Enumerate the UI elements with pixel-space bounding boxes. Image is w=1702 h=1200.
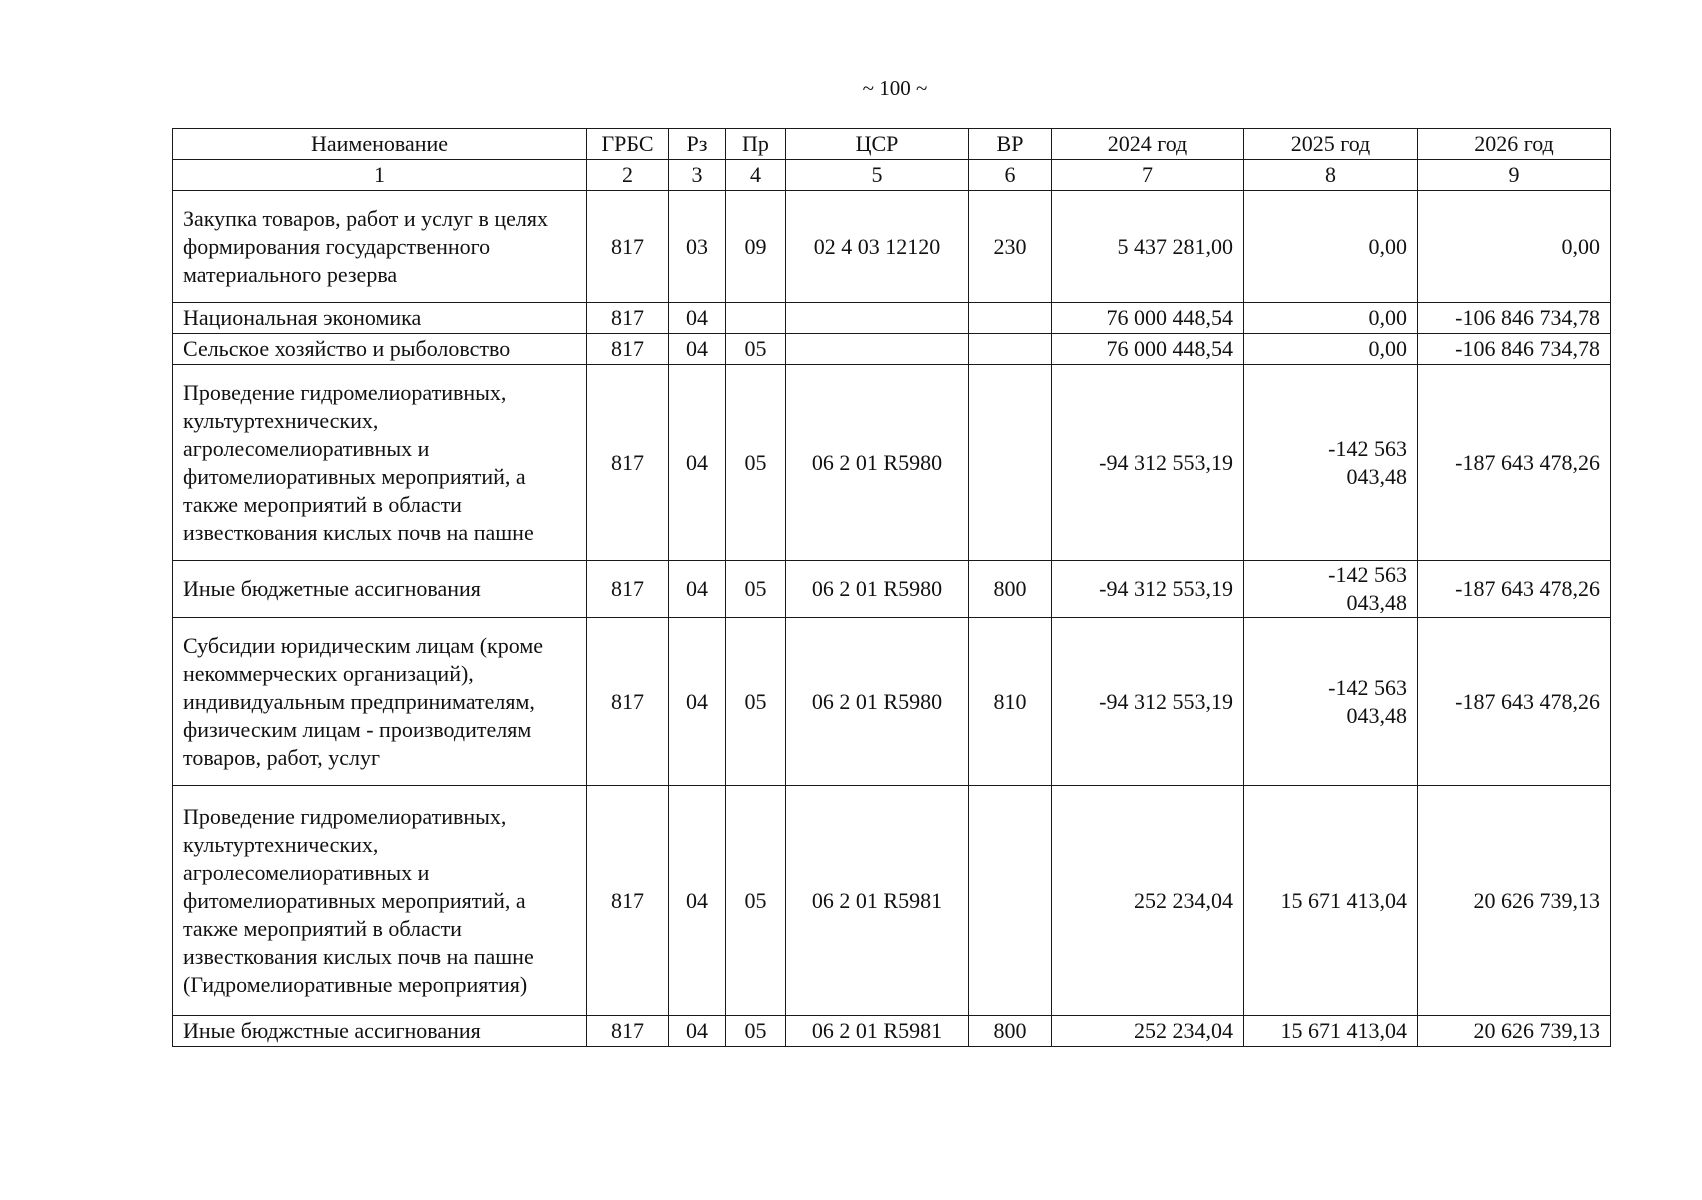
row-grbs: 817 xyxy=(587,303,669,334)
row-vr: 230 xyxy=(969,191,1052,303)
row-rz: 04 xyxy=(669,1016,726,1047)
row-2025: -142 563 043,48 xyxy=(1328,674,1407,728)
row-grbs: 817 xyxy=(587,1016,669,1047)
header-csr: ЦСР xyxy=(786,129,969,160)
row-csr xyxy=(786,303,969,334)
column-number: 8 xyxy=(1244,160,1418,191)
table-row xyxy=(173,365,1611,561)
row-2024: 252 234,04 xyxy=(1052,1016,1244,1047)
row-rz: 04 xyxy=(669,561,726,618)
column-number-row xyxy=(173,160,1611,191)
row-name: Проведение гидромелиоративных, культуртехнических, агролесомелиоративных и фитомелиоративных мероприятий, а также мероприятий в области известкования кислых почв на пашне (Гидромелиоративные мероприятия) xyxy=(173,786,587,1016)
row-pr xyxy=(726,303,786,334)
row-name: Иные бюджстные ассигнования xyxy=(173,1016,587,1047)
row-vr xyxy=(969,334,1052,365)
header-2026: 2026 год xyxy=(1418,129,1611,160)
row-name: Проведение гидромелиоративных, культуртехнических, агролесомелиоративных и фитомелиоративных мероприятий, а также мероприятий в области известкования кислых почв на пашне xyxy=(173,365,587,561)
table-row xyxy=(173,334,1611,365)
row-vr: 810 xyxy=(969,618,1052,786)
row-vr xyxy=(969,786,1052,1016)
row-pr: 09 xyxy=(726,191,786,303)
table-header-row xyxy=(173,129,1611,160)
column-number: 4 xyxy=(726,160,786,191)
column-number: 5 xyxy=(786,160,969,191)
row-csr: 06 2 01 R5981 xyxy=(786,786,969,1016)
row-vr xyxy=(969,303,1052,334)
row-2026: 20 626 739,13 xyxy=(1418,786,1611,1016)
row-2024: -94 312 553,19 xyxy=(1052,561,1244,618)
header-pr: Пр xyxy=(726,129,786,160)
row-csr: 02 4 03 12120 xyxy=(786,191,969,303)
page-number: ~ 100 ~ xyxy=(862,76,928,100)
row-2024: -94 312 553,19 xyxy=(1052,365,1244,561)
row-grbs: 817 xyxy=(587,334,669,365)
row-name: Сельское хозяйство и рыболовство xyxy=(173,334,587,365)
header-2024: 2024 год xyxy=(1052,129,1244,160)
row-csr: 06 2 01 R5980 xyxy=(786,618,969,786)
row-2026: 0,00 xyxy=(1418,191,1611,303)
row-2026: -106 846 734,78 xyxy=(1418,303,1611,334)
row-rz: 03 xyxy=(669,191,726,303)
header-2025: 2025 год xyxy=(1244,129,1418,160)
row-name: Закупка товаров, работ и услуг в целях формирования государственного материального резерва xyxy=(173,191,587,303)
row-grbs: 817 xyxy=(587,618,669,786)
row-vr: 800 xyxy=(969,1016,1052,1047)
header-grbs: ГРБС xyxy=(587,129,669,160)
row-pr: 05 xyxy=(726,561,786,618)
column-number: 9 xyxy=(1418,160,1611,191)
header-vr: ВР xyxy=(969,129,1052,160)
row-name: Субсидии юридическим лицам (кроме некоммерческих организаций), индивидуальным предпринимателям, физическим лицам - производителям товаров, работ, услуг xyxy=(173,618,587,786)
row-csr: 06 2 01 R5980 xyxy=(786,561,969,618)
row-grbs: 817 xyxy=(587,191,669,303)
budget-table-container xyxy=(172,128,1610,1047)
row-name: Национальная экономика xyxy=(173,303,587,334)
table-row xyxy=(173,303,1611,334)
table-row xyxy=(173,561,1611,618)
row-rz: 04 xyxy=(669,618,726,786)
row-name: Иные бюджетные ассигнования xyxy=(173,561,587,618)
row-pr: 05 xyxy=(726,786,786,1016)
row-pr: 05 xyxy=(726,365,786,561)
row-2024: -94 312 553,19 xyxy=(1052,618,1244,786)
budget-table xyxy=(172,128,1611,1047)
row-rz: 04 xyxy=(669,365,726,561)
row-2026: -187 643 478,26 xyxy=(1418,618,1611,786)
table-row xyxy=(173,191,1611,303)
row-2026: 20 626 739,13 xyxy=(1418,1016,1611,1047)
row-2025: 0,00 xyxy=(1244,334,1418,365)
row-pr: 05 xyxy=(726,1016,786,1047)
row-2025: -142 563 043,48 xyxy=(1328,562,1407,615)
row-2024: 76 000 448,54 xyxy=(1052,303,1244,334)
row-rz: 04 xyxy=(669,334,726,365)
row-rz: 04 xyxy=(669,303,726,334)
row-csr: 06 2 01 R5981 xyxy=(786,1016,969,1047)
header-name: Наименование xyxy=(173,129,587,160)
column-number: 6 xyxy=(969,160,1052,191)
row-2024: 5 437 281,00 xyxy=(1052,191,1244,303)
row-vr: 800 xyxy=(969,561,1052,618)
row-2025: 15 671 413,04 xyxy=(1244,1016,1418,1047)
table-row xyxy=(173,618,1611,786)
row-grbs: 817 xyxy=(587,365,669,561)
row-csr xyxy=(786,334,969,365)
row-pr: 05 xyxy=(726,334,786,365)
column-number: 3 xyxy=(669,160,726,191)
row-pr: 05 xyxy=(726,618,786,786)
row-2025: 0,00 xyxy=(1244,191,1418,303)
table-row xyxy=(173,1016,1611,1047)
row-vr xyxy=(969,365,1052,561)
row-2025: 15 671 413,04 xyxy=(1244,786,1418,1016)
row-2026: -187 643 478,26 xyxy=(1418,365,1611,561)
row-grbs: 817 xyxy=(587,786,669,1016)
header-rz: Рз xyxy=(669,129,726,160)
row-2024: 252 234,04 xyxy=(1052,786,1244,1016)
row-2024: 76 000 448,54 xyxy=(1052,334,1244,365)
row-2025: 0,00 xyxy=(1244,303,1418,334)
column-number: 1 xyxy=(173,160,587,191)
row-2026: -106 846 734,78 xyxy=(1418,334,1611,365)
column-number: 2 xyxy=(587,160,669,191)
row-2026: -187 643 478,26 xyxy=(1418,561,1611,618)
table-row xyxy=(173,786,1611,1016)
row-csr: 06 2 01 R5980 xyxy=(786,365,969,561)
row-2025: -142 563 043,48 xyxy=(1328,435,1407,489)
row-rz: 04 xyxy=(669,786,726,1016)
row-grbs: 817 xyxy=(587,561,669,618)
column-number: 7 xyxy=(1052,160,1244,191)
